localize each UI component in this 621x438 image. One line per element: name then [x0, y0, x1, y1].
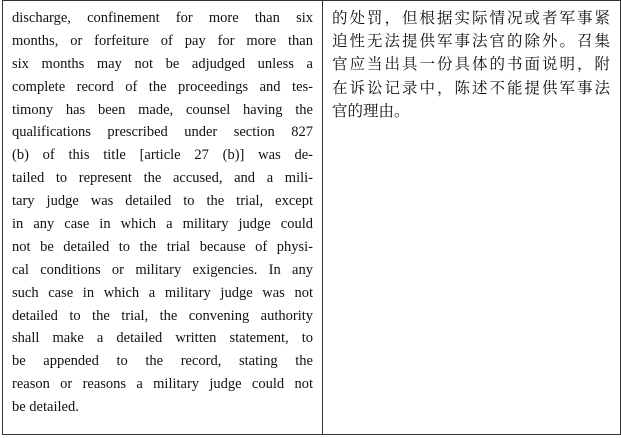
- english-line: be detailed.: [12, 399, 79, 416]
- bilingual-text-table: [2, 0, 621, 435]
- english-line: not be detailed to the trial because of physi-: [12, 238, 313, 255]
- english-line: reason or reasons a military judge could not: [12, 376, 313, 393]
- english-line: shall make a detailed written statement, to: [12, 330, 313, 347]
- english-line: six months may not be adjudged unless a: [12, 55, 313, 72]
- chinese-line: 官应当出具一份具体的书面说明，附: [332, 55, 610, 74]
- english-line: discharge, confinement for more than six: [12, 10, 313, 26]
- english-line: months, or forfeiture of pay for more than: [12, 32, 313, 49]
- english-line: tary judge was detailed to the trial, except: [12, 193, 313, 210]
- english-line: (b) of this title [article 27 (b)] was de-: [12, 147, 313, 164]
- chinese-text-block: [323, 1, 620, 123]
- english-line: tailed to represent the accused, and a mili-: [12, 170, 313, 187]
- english-line: cal conditions or military exigencies. In any: [12, 261, 313, 278]
- english-column: [3, 1, 323, 435]
- table-row: [3, 1, 621, 435]
- english-line: qualifications prescribed under section 827: [12, 124, 313, 141]
- chinese-column: [323, 1, 621, 435]
- english-line: in any case in which a military judge could: [12, 216, 313, 233]
- english-line: such case in which a military judge was not: [12, 284, 313, 301]
- chinese-line: 的处罚，但根据实际情况或者军事紧: [332, 9, 610, 27]
- english-text-block: [3, 1, 322, 419]
- english-line: be appended to the record, stating the: [12, 353, 313, 370]
- english-line: detailed to the trial, the convening authority: [12, 307, 313, 324]
- chinese-line: 迫性无法提供军事法官的除外。召集: [332, 32, 610, 51]
- english-line: timony has been made, counsel having the: [12, 101, 313, 118]
- chinese-line: 官的理由。: [332, 101, 410, 120]
- english-line: complete record of the proceedings and tes-: [12, 78, 313, 95]
- chinese-line: 在诉讼记录中，陈述不能提供军事法: [332, 78, 610, 97]
